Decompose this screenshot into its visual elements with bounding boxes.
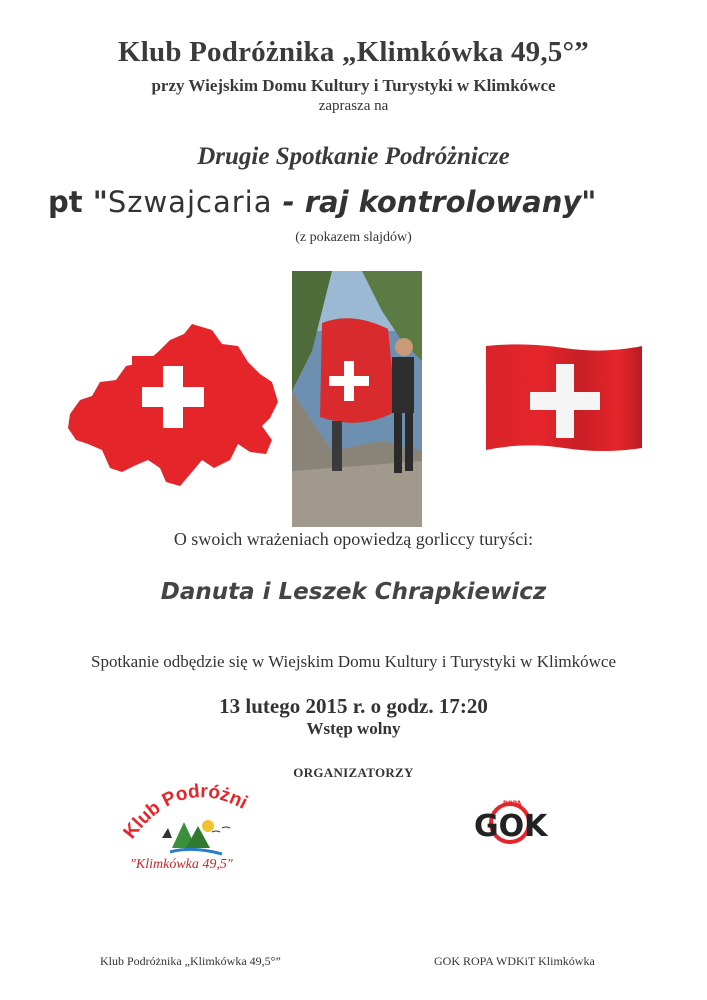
entry-info: Wstęp wolny bbox=[306, 719, 401, 738]
club-logo-subtext: "Klimkówka 49,5" bbox=[130, 857, 233, 872]
slides-note: (z pokazem slajdów) bbox=[295, 230, 412, 245]
club-logo-text: Klub Podróżni bbox=[122, 782, 251, 843]
club-title: Klub Podróżnika „Klimkówka 49,5°” bbox=[118, 36, 589, 68]
talk-word-country: Szwajcaria bbox=[107, 185, 273, 219]
gok-logo bbox=[468, 797, 560, 849]
swiss-flag-icon bbox=[484, 342, 644, 454]
event-date: 13 lutego 2015 r. o godz. 17:20 bbox=[219, 694, 488, 718]
club-logo bbox=[122, 782, 258, 878]
speakers-intro: O swoich wrażeniach opowiedzą gorliccy turyści: bbox=[173, 529, 534, 549]
talk-title bbox=[48, 185, 596, 219]
footer-gok: GOK ROPA WDKiT Klimkówka bbox=[434, 954, 595, 968]
club-subtitle: przy Wiejskim Domu Kultury i Turystyki w Klimkówce bbox=[151, 76, 556, 95]
footer-club: Klub Podróżnika „Klimkówka 49,5°” bbox=[100, 954, 281, 968]
organizers-heading: ORGANIZATORZY bbox=[293, 765, 414, 780]
talk-prefix: pt " bbox=[48, 185, 108, 219]
gok-logo-text: GOK bbox=[474, 809, 548, 844]
flag-bearer-photo bbox=[292, 271, 422, 527]
swiss-map-icon bbox=[62, 322, 280, 490]
speakers-names: Danuta i Leszek Chrapkiewicz bbox=[160, 579, 547, 605]
invites-text: zaprasza na bbox=[318, 98, 389, 114]
talk-rest: - raj kontrolowany" bbox=[272, 185, 597, 219]
event-title: Drugie Spotkanie Podróżnicze bbox=[197, 143, 510, 170]
gok-logo-small: ROPA bbox=[503, 800, 522, 807]
venue-text: Spotkanie odbędzie się w Wiejskim Domu Kultury i Turystyki w Klimkówce bbox=[90, 652, 617, 671]
